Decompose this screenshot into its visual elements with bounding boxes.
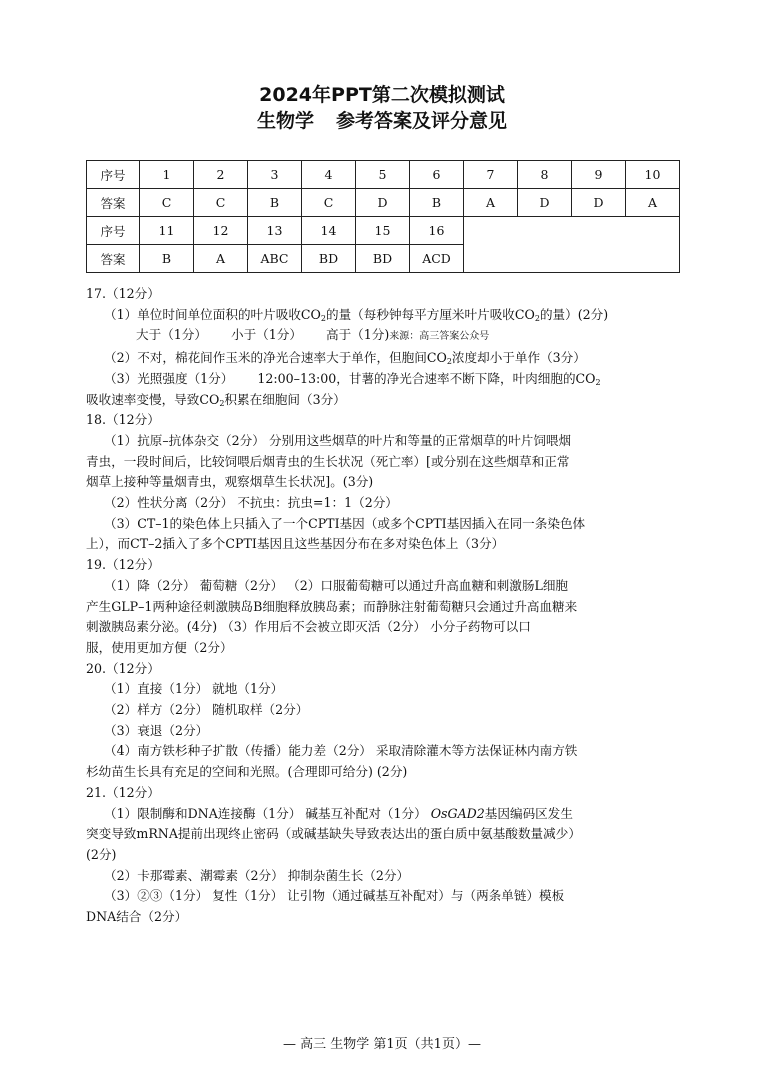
- answer-cell: C: [140, 189, 194, 217]
- q17-line: 大于（1分） 小于（1分） 高于（1分)来源：高三答案公众号: [136, 327, 490, 343]
- answer-cell: D: [356, 189, 410, 217]
- answer-cell: A: [194, 245, 248, 273]
- answer-cell: A: [464, 189, 518, 217]
- answer-key-heading: 参考答案及评分意见: [336, 110, 508, 132]
- question-number: 12: [194, 217, 248, 245]
- q19-line: 刺激胰岛素分泌。(4分) （3）作用后不会被立即灭活（2分） 小分子药物可以口: [86, 619, 531, 635]
- answer-cell: D: [518, 189, 572, 217]
- row-label-number: 序号: [87, 217, 140, 245]
- question-number: 8: [518, 161, 572, 189]
- q20-line: （1）直接（1分） 就地（1分）: [104, 681, 284, 697]
- q17-line: （3）光照强度（1分） 12:00–13:00，甘薯的净光合速率不断下降，叶肉细胞的$CO_2$: [104, 370, 601, 387]
- question-number: 7: [464, 161, 518, 189]
- q21-line: （2）卡那霉素、潮霉素（2分） 抑制杂菌生长（2分）: [104, 867, 410, 883]
- q18-line: 烟草上接种等量烟青虫，观察烟草生长状况]。(3分): [86, 474, 374, 490]
- q18-line: （1）抗原–抗体杂交（2分） 分别用这些烟草的叶片和等量的正常烟草的叶片饲喂烟: [104, 432, 572, 448]
- q18-line: （3）CT–1的染色体上只插入了一个CPTI基因（或多个CPTI基因插入在同一条染色体: [104, 515, 586, 531]
- question-number: 9: [572, 161, 626, 189]
- row-label-answer: 答案: [87, 189, 140, 217]
- question-number: 13: [248, 217, 302, 245]
- answer-explanations: [86, 284, 682, 928]
- q20-line: （3）衰退（2分）: [104, 722, 209, 738]
- answer-cell: D: [572, 189, 626, 217]
- q18-line: 上），而CT–2插入了多个CPTI基因且这些基因分布在多对染色体上（3分）: [86, 536, 505, 552]
- q21-line: 突变导致mRNA提前出现终止密码（或碱基缺失导致表达出的蛋白质中氨基酸数量减少）: [86, 826, 581, 842]
- answer-cell: C: [302, 189, 356, 217]
- q21-line: (2分): [86, 846, 117, 862]
- answer-cell: BD: [302, 245, 356, 273]
- answer-cell: C: [194, 189, 248, 217]
- q17-line: 吸收速率变慢，导致$CO_2$积累在细胞间（3分）: [86, 391, 346, 408]
- q17-line: （1）单位时间单位面积的叶片吸收$CO_2$的量（每秒钟每平方厘米叶片吸收$CO_2$的量）(2分): [104, 306, 609, 323]
- q18-line: 青虫，一段时间后，比较饲喂后烟青虫的生长状况（死亡率）[或分别在这些烟草和正常: [86, 453, 570, 469]
- question-17-heading: 17.（12分）: [86, 286, 160, 301]
- source-note: 来源：高三答案公众号: [389, 331, 490, 343]
- question-number: 11: [140, 217, 194, 245]
- q17-line: （2）不对，棉花间作玉米的净光合速率大于单作，但胞间$CO_2$浓度却小于单作（3分）: [104, 350, 586, 367]
- q21-line: （1）限制酶和DNA连接酶（1分） 碱基互补配对（1分） OsGAD2基因编码区发生: [104, 805, 573, 821]
- question-20-heading: 20.（12分）: [86, 660, 160, 676]
- answer-cell: B: [410, 189, 464, 217]
- row-label-number: 序号: [87, 161, 140, 189]
- page-footer: — 高三 生物学 第1页（共1页）—: [283, 1037, 481, 1052]
- question-number: 3: [248, 161, 302, 189]
- question-number: 2: [194, 161, 248, 189]
- q21-line: DNA结合（2分）: [86, 909, 188, 925]
- answer-cell: B: [140, 245, 194, 273]
- question-19-heading: 19.（12分）: [86, 557, 160, 573]
- q19-line: 产生GLP–1两种途径刺激胰岛B细胞释放胰岛素；而静脉注射葡萄糖只会通过升高血糖来: [86, 598, 578, 614]
- q18-line: （2）性状分离（2分） 不抗虫：抗虫=1：1（2分）: [104, 495, 398, 511]
- answer-cell: BD: [356, 245, 410, 273]
- q21-line: （3）②③（1分） 复性（1分） 让引物（通过碱基互补配对）与（两条单链）模板: [104, 888, 565, 904]
- table-row-numbers-2: [87, 217, 680, 245]
- table-row-numbers-1: [87, 161, 680, 189]
- answer-cell: B: [248, 189, 302, 217]
- question-number: 10: [626, 161, 680, 189]
- question-number: 6: [410, 161, 464, 189]
- empty-table-area: [464, 217, 680, 273]
- q20-line: 杉幼苗生长具有充足的空间和光照。(合理即可给分) (2分): [86, 764, 408, 780]
- row-label-answer: 答案: [87, 245, 140, 273]
- question-number: 14: [302, 217, 356, 245]
- gene-name: OsGAD2: [430, 805, 485, 821]
- exam-title: 2024年PPT第二次模拟测试: [259, 84, 505, 106]
- table-row-answers-1: [87, 189, 680, 217]
- answer-cell: A: [626, 189, 680, 217]
- answer-cell: ACD: [410, 245, 464, 273]
- question-18-heading: 18.（12分）: [86, 412, 160, 428]
- q20-line: （2）样方（2分） 随机取样（2分）: [104, 702, 309, 718]
- q19-line: （1）降（2分） 葡萄糖（2分） （2）口服葡萄糖可以通过升高血糖和刺激肠L细胞: [104, 577, 569, 593]
- question-21-heading: 21.（12分）: [86, 784, 160, 800]
- q19-line: 服，使用更加方便（2分）: [86, 639, 233, 655]
- question-number: 5: [356, 161, 410, 189]
- question-number: 4: [302, 161, 356, 189]
- q20-line: （4）南方铁杉种子扩散（传播）能力差（2分） 采取清除灌木等方法保证林内南方铁: [104, 743, 578, 759]
- subject-name: 生物学: [256, 110, 314, 132]
- question-number: 16: [410, 217, 464, 245]
- question-number: 15: [356, 217, 410, 245]
- question-number: 1: [140, 161, 194, 189]
- answer-cell: ABC: [248, 245, 302, 273]
- exam-subtitle: [0, 110, 764, 132]
- multiple-choice-answer-table: [86, 160, 680, 273]
